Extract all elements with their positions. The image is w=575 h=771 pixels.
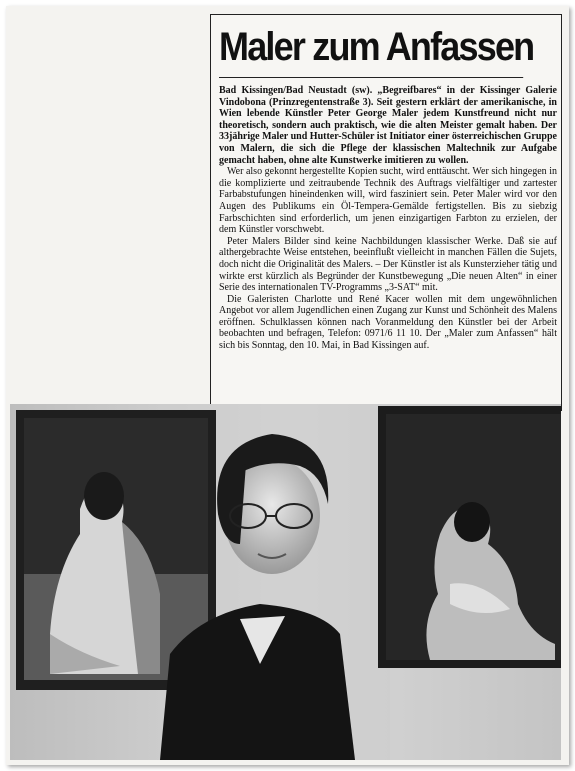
photo-artist-with-paintings — [10, 404, 561, 760]
article-column — [210, 14, 562, 411]
paragraph-3: Die Galeristen Charlotte und René Kacer wollen mit dem ungewöhnlichen Angebot vor allem Jugendlichen einen Zugang zur Kunst und Schönheit des Malens eröffnen. Schulklassen können nach Voranmeldung den Künstler bei der Arbeit beobachten und befragen, Telefon: 0971/6 11 10. Der „Maler zum Anfassen“ hält sich bis Sonntag, den 10. Mai, in Bad Kissingen auf. — [219, 293, 557, 352]
right-painting — [378, 406, 561, 668]
paragraph-1: Wer also gekonnt hergestellte Kopien sucht, wird enttäuscht. Wer sich hingegen in die komplizierte und zeitraubende Technik des Auftrags vielfältiger und zartester Farbabstufungen hineindenken will, wird fasziniert sein. Peter Maler wird vor den Augen des Publikums ein Öl-Tempera-Gemälde fertigstellen. Bis zu siebzig Farbschichten sind erforderlich, um jenen einzigartigen Farbton zu erzielen, der dem Künstler vorschwebt. — [219, 166, 557, 236]
article-body — [219, 85, 557, 352]
paragraph-2: Peter Malers Bilder sind keine Nachbildungen klassischer Werke. Daß sie auf althergebrachte Weise entstehen, beeinflußt vielleicht in manchen Fällen die Sujets, doch nicht die Originalität des Malers. – Der Künstler ist als Kunsterzieher tätig und wirkte erst kürzlich als Begründer der Kunstbewegung „Die neuen Alten“ in einer Serie des internationalen TV-Programms „3-SAT“ mit. — [219, 235, 557, 294]
lead-paragraph: Bad Kissingen/Bad Neustadt (sw). „Begreifbares“ in der Kissinger Galerie Vindobona (Prinzregentenstraße 3). Seit gestern erklärt der amerikanische, in Wien lebende Künstler Peter George Maler jedem Kunstfreund nicht nur theoretisch, sondern auch praktisch, wie die alten Meister gemalt haben. Der 33jährige Maler und Hutter-Schüler ist Initiator einer österreichischen Gruppe von Malern, die sich die Pflege der klassischen Maltechnik zur Aufgabe gemacht haben, ohne alte Kunstwerke imitieren zu wollen. — [219, 85, 557, 166]
press-photo — [10, 404, 561, 760]
headline: Maler zum Anfassen — [219, 19, 523, 78]
